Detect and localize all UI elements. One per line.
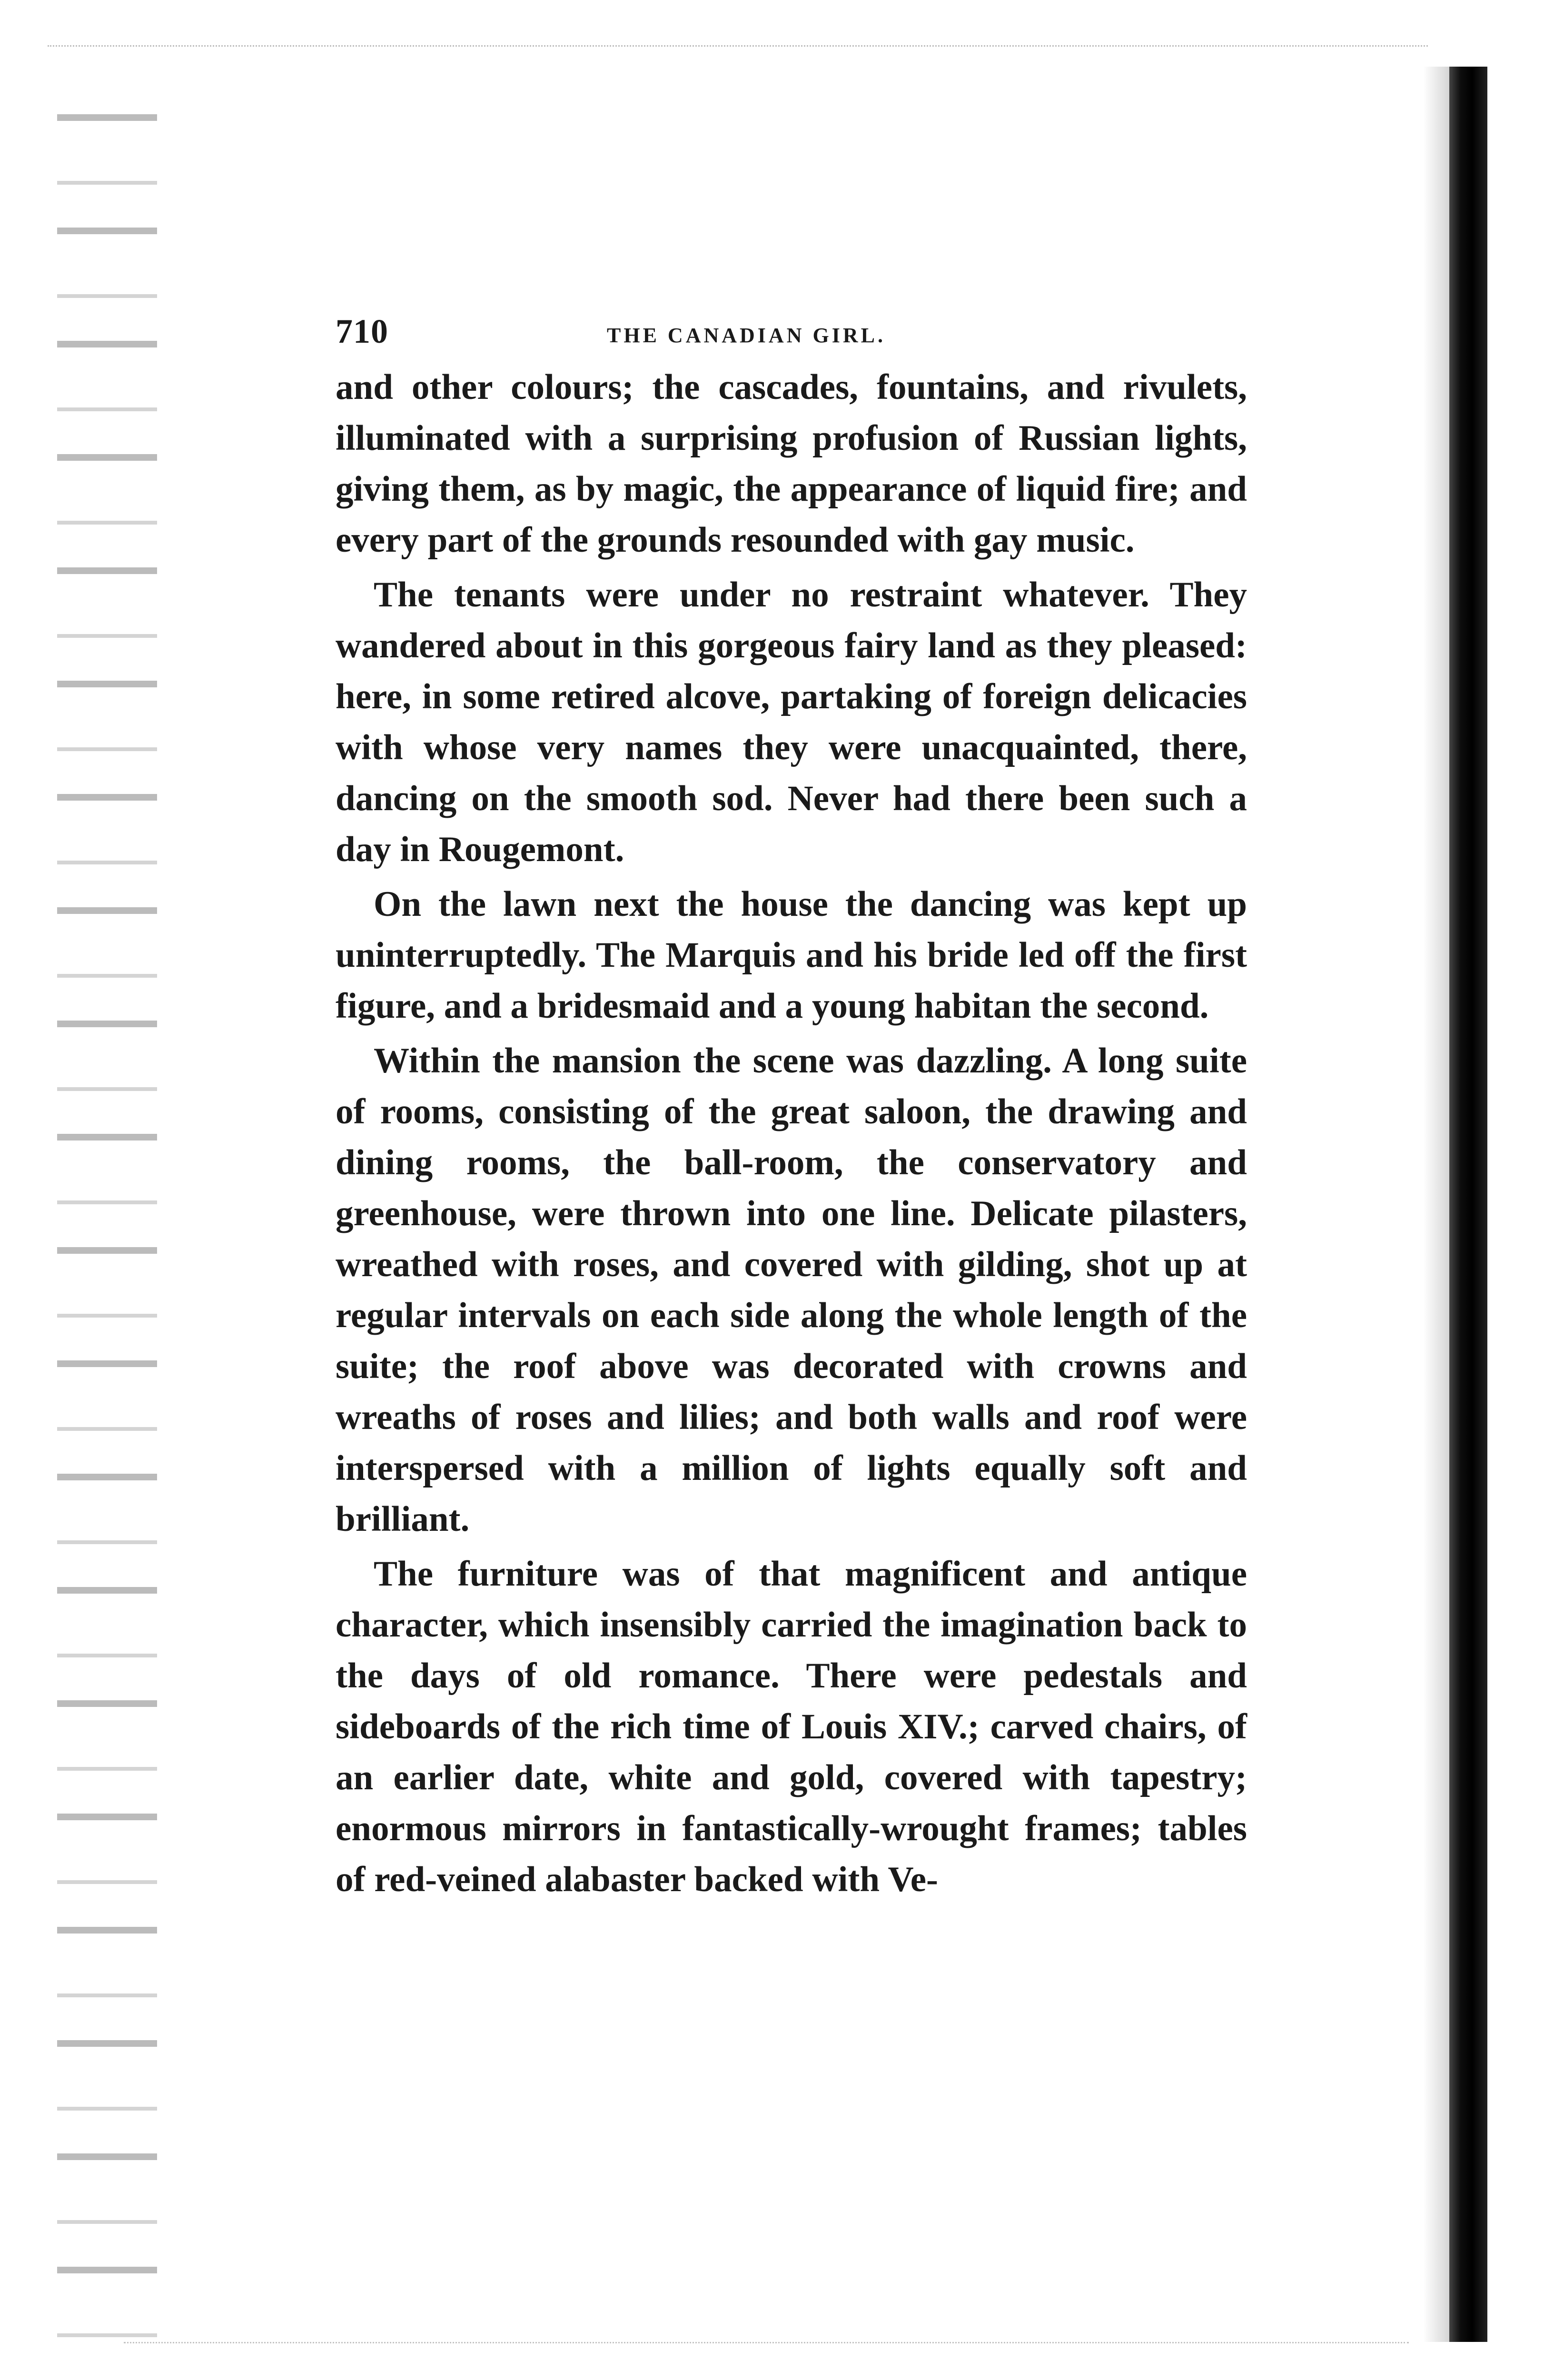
paragraph-3: On the lawn next the house the dancing was kept up uninterruptedly. The Marquis and his bride led off the first figure, and a bridesmaid and a young habitan the second.	[336, 884, 1247, 1026]
book-binding-edge	[1449, 67, 1487, 2342]
page-top-edge	[48, 45, 1428, 49]
page-header	[336, 307, 1247, 362]
book-page	[336, 307, 1247, 1905]
body-text	[336, 362, 1247, 1905]
running-title: THE CANADIAN GIRL.	[607, 324, 886, 347]
paragraph-4: Within the mansion the scene was dazzling. A long suite of rooms, consisting of the great saloon, the drawing and dining rooms, the ball-room, the conservatory and greenhouse, were thrown into one line. Delicate pilasters, wreathed with roses, and covered with gilding, shot up at regular intervals on each side along the whole length of the suite; the roof above was decorated with crowns and wreaths of roses and lilies; and both walls and roof were interspersed with a million of lights equally soft and brilliant.	[336, 1041, 1247, 1539]
page-number: 710	[336, 312, 388, 350]
binding-shadow	[1423, 67, 1452, 2342]
paragraph-1: and other colours; the cascades, fountains, and rivulets, illuminated with a surprising profusion of Russian lights, giving them, as by magic, the appearance of liquid fire; and every part of the grounds resounded with gay music.	[336, 367, 1247, 560]
scan-gutter-marks	[57, 71, 157, 2356]
page-bottom-edge	[124, 2342, 1409, 2345]
paragraph-2: The tenants were under no restraint whatever. They wandered about in this gorgeous fairy land as they pleased: here, in some retired alcove, partaking of foreign delicacies with whose very names they were unacquainted, there, dancing on the smooth sod. Never had there been such a day in Rougemont.	[336, 575, 1247, 869]
paragraph-5: The furniture was of that magnificent and antique character, which insensibly carried the imagination back to the days of old romance. There were pedestals and sideboards of the rich time of Louis XIV.; carved chairs, of an earlier date, white and gold, covered with tapestry; enormous mirrors in fantastically-wrought frames; tables of red-veined alabaster backed with Ve-	[336, 1554, 1247, 1899]
